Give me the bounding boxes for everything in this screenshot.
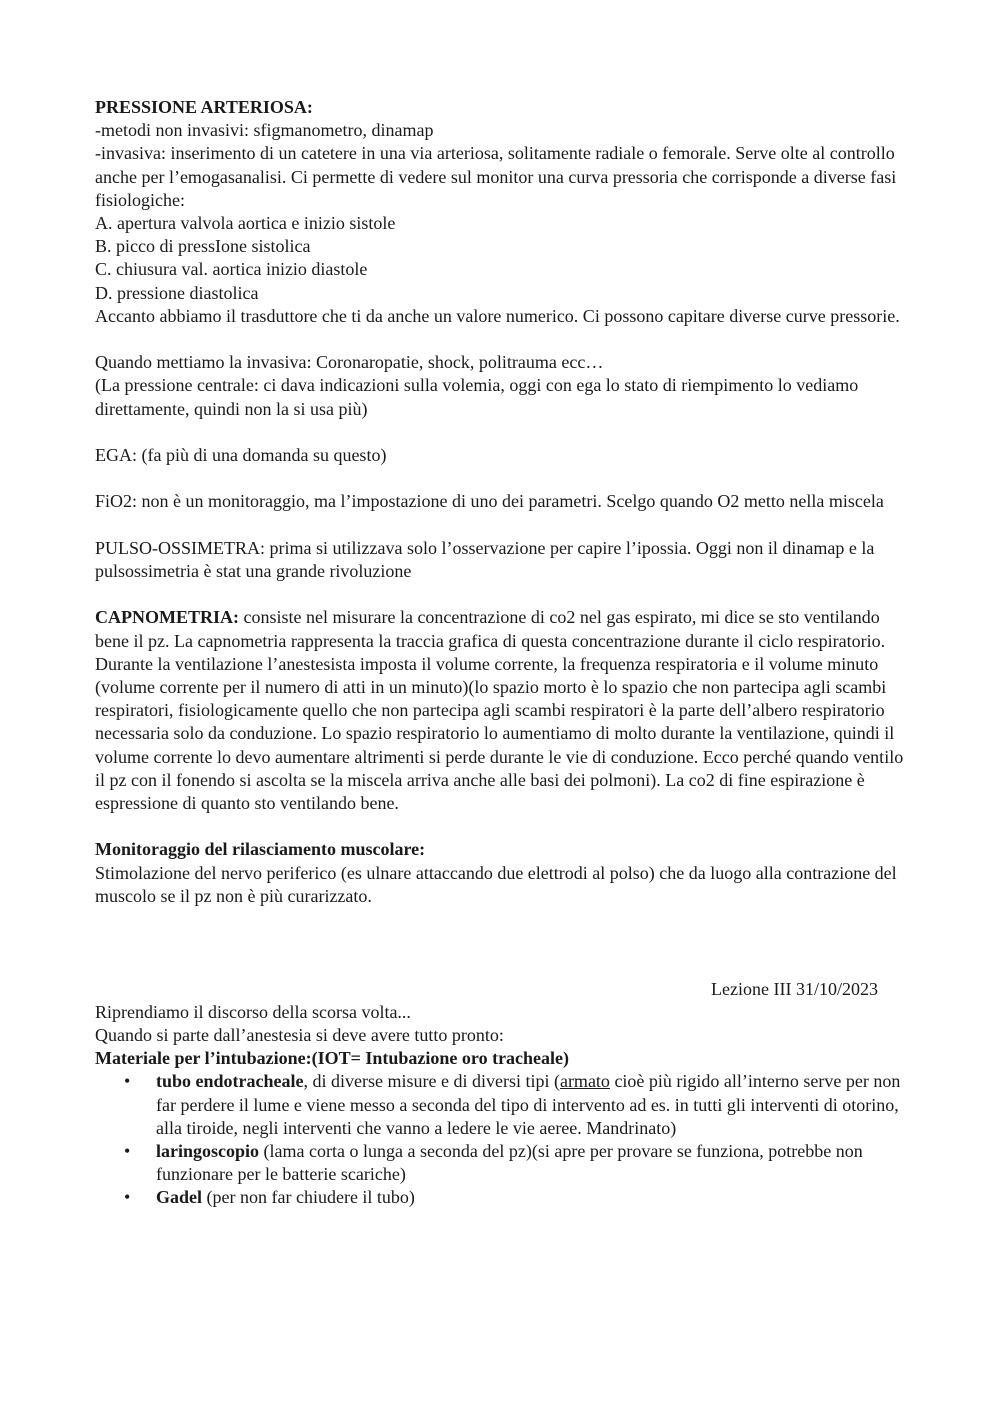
bullet: • bbox=[124, 1187, 131, 1208]
spacer bbox=[95, 467, 910, 490]
text-paragraph: Accanto abbiamo il trasduttore che ti da anche un valore numerico. Ci possono capitare diverse curve pressorie. bbox=[95, 305, 900, 326]
heading-materiale-intubazione: Materiale per l’intubazione:(IOT= Intubazione oro tracheale) bbox=[95, 1048, 570, 1069]
spacer bbox=[95, 931, 910, 954]
list-item-tubo-endotracheale bbox=[95, 1070, 910, 1140]
spacer bbox=[95, 514, 910, 537]
document-page bbox=[95, 96, 910, 1210]
spacer bbox=[95, 328, 910, 351]
spacer bbox=[95, 908, 910, 931]
capnometria-text: consiste nel misurare la concentrazione di co2 nel gas espirato, mi dice se sto ventilando bene il pz. La capnometria rappresenta la traccia grafica di questa concentrazione durante il ciclo respiratorio. Durante la ventilazione l’anestesista imposta il volume corrente, la frequenza respiratoria e il volume minuto (volume corrente per il numero di atti in un minuto)(lo spazio morto è lo spazio che non partecipa agli scambi respiratori, fisiologicamente quello che non partecipa agli scambi respiratori è la parte dell’albero respiratorio necessaria solo da conduzione. Lo spazio respiratorio lo aumentiamo di molto durante la ventilazione, quindi il volume corrente lo devo aumentare altrimenti si perde durante le vie di conduzione. Ecco perché quando ventilo il pz con il fonendo si ascolta se la miscela arriva anche alle basi dei polmoni). La co2 di fine espirazione è espressione di quanto sto ventilando bene. bbox=[95, 607, 904, 814]
heading-rilasciamento: Monitoraggio del rilasciamento muscolare: bbox=[95, 839, 426, 860]
section-lezione-iii bbox=[95, 978, 910, 1210]
text-paragraph: (La pressione centrale: ci dava indicazioni sulla volemia, oggi con ega lo stato di riempimento lo vediamo direttamente, quindi non la si usa più) bbox=[95, 375, 859, 419]
section-rilasciamento bbox=[95, 838, 910, 908]
materiale-list bbox=[95, 1070, 910, 1209]
list-item-gadel bbox=[95, 1186, 910, 1209]
item-underlined-text: armato bbox=[559, 1071, 610, 1092]
item-text: cioè più rigido all’interno serve per non far perdere il lume e viene messo a seconda del tipo di intervento ad es. in tutti gli interventi di otorino, alla tiroide, negli interventi che vanno a ledere le vie aeree. Mandrinato) bbox=[156, 1071, 901, 1138]
text-line: Quando si parte dall’anestesia si deve avere tutto pronto: bbox=[95, 1024, 504, 1045]
text-fio2: FiO2: non è un monitoraggio, ma l’impostazione di uno dei parametri. Scelgo quando O2 metto nella miscela bbox=[95, 491, 884, 512]
spacer bbox=[95, 421, 910, 444]
heading-capnometria: CAPNOMETRIA: bbox=[95, 607, 239, 628]
bullet: • bbox=[124, 1071, 131, 1092]
item-term: tubo endotracheale bbox=[156, 1071, 304, 1092]
lesson-header: Lezione III 31/10/2023 bbox=[711, 978, 878, 999]
text-paragraph: -invasiva: inserimento di un catetere in una via arteriosa, solitamente radiale o femorale. Serve olte al controllo anche per l’emogasanalisi. Ci permette di vedere sul monitor una curva pressoria che corrisponde a diverse fasi fisiologiche: bbox=[95, 143, 897, 210]
list-item-d: D. pressione diastolica bbox=[95, 282, 259, 303]
item-text: (lama corta o lunga a seconda del pz)(si apre per provare se funziona, potrebbe non funzionare per le batterie scariche) bbox=[156, 1141, 863, 1185]
section-pressione-arteriosa bbox=[95, 96, 910, 328]
list-item-c: C. chiusura val. aortica inizio diastole bbox=[95, 259, 368, 280]
text-line: Riprendiamo il discorso della scorsa volta... bbox=[95, 1001, 411, 1022]
item-term: Gadel bbox=[156, 1187, 203, 1208]
list-item-b: B. picco di pressIone sistolica bbox=[95, 236, 311, 257]
text-ega: EGA: (fa più di una domanda su questo) bbox=[95, 445, 387, 466]
spacer bbox=[95, 815, 910, 838]
spacer bbox=[95, 954, 910, 977]
item-text: (per non far chiudere il tubo) bbox=[202, 1187, 415, 1208]
item-text: , di diverse misure e di diversi tipi ( bbox=[303, 1071, 560, 1092]
text-line: Quando mettiamo la invasiva: Coronaropatie, shock, politrauma ecc… bbox=[95, 352, 604, 373]
list-item-laringoscopio bbox=[95, 1140, 910, 1186]
spacer bbox=[95, 583, 910, 606]
heading-pressione-arteriosa: PRESSIONE ARTERIOSA: bbox=[95, 97, 313, 117]
list-item-a: A. apertura valvola aortica e inizio sistole bbox=[95, 213, 396, 234]
text-paragraph: Stimolazione del nervo periferico (es ulnare attaccando due elettrodi al polso) che da luogo alla contrazione del muscolo se il pz non è più curarizzato. bbox=[95, 862, 897, 906]
section-capnometria bbox=[95, 606, 910, 815]
section-invasiva bbox=[95, 351, 910, 421]
bullet: • bbox=[124, 1141, 131, 1161]
text-line: -metodi non invasivi: sfigmanometro, dinamap bbox=[95, 120, 434, 141]
item-term: laringoscopio bbox=[156, 1141, 260, 1161]
text-pulso-ossimetra: PULSO-OSSIMETRA: prima si utilizzava solo l’osservazione per capire l’ipossia. Oggi non il dinamap e la pulsossimetria è stat una grande rivoluzione bbox=[95, 537, 875, 581]
